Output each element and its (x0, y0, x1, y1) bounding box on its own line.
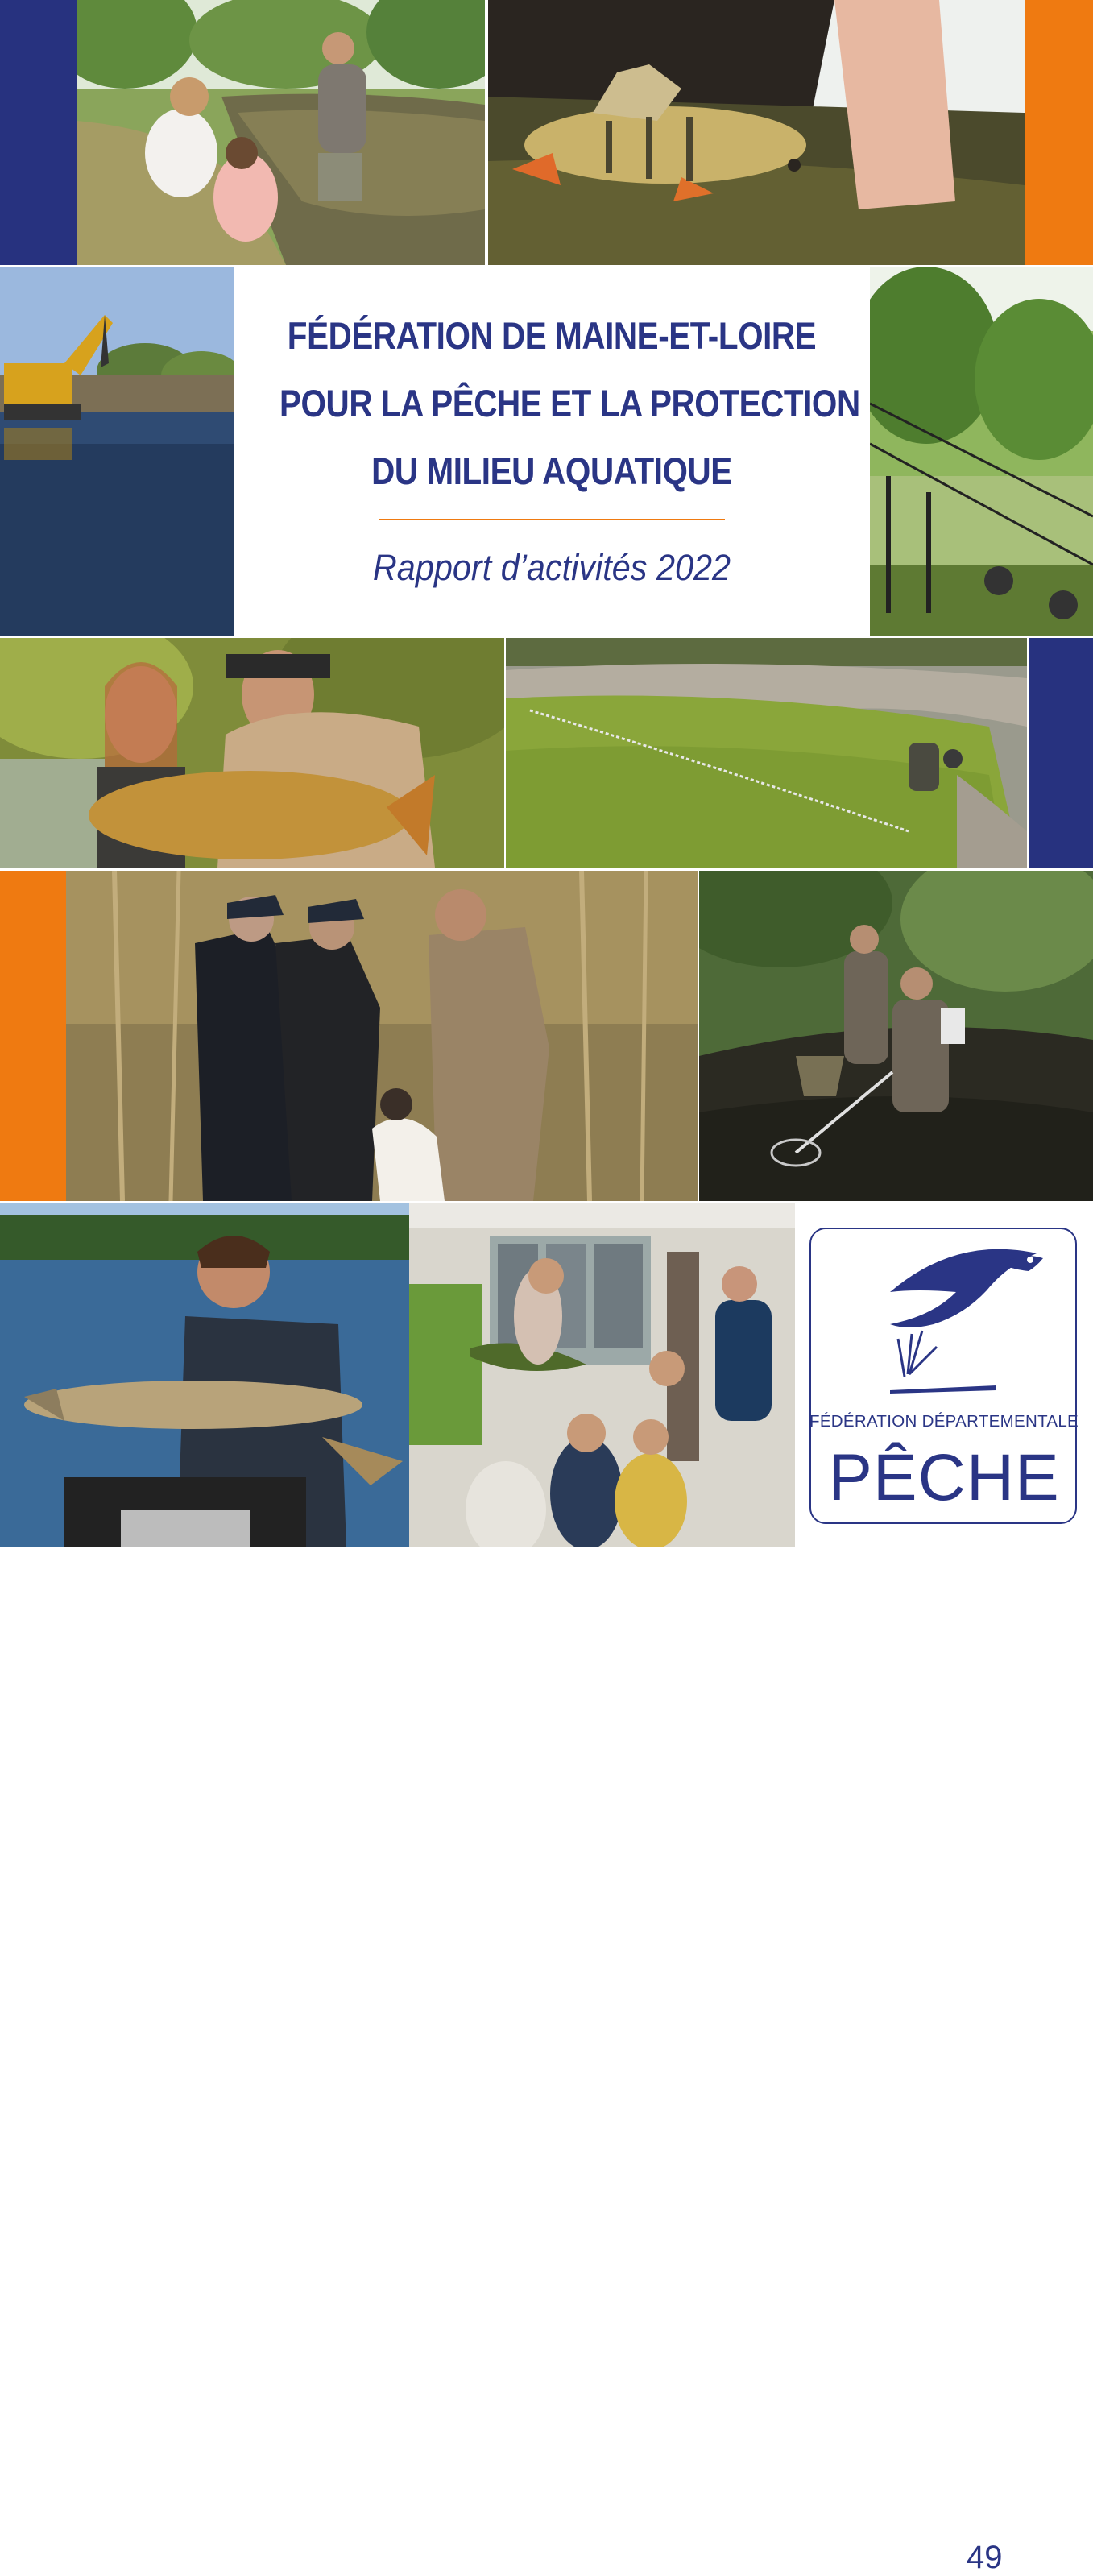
title-divider (379, 519, 725, 520)
accent-block-orange-mid-left (0, 871, 66, 1201)
photo-family-fishing (77, 0, 485, 265)
report-subtitle: Rapport d’activités 2022 (372, 547, 731, 588)
photo-perch-in-water (488, 0, 1025, 265)
photo-couple-carp (0, 638, 504, 868)
title-line-3: DU MILIEU AQUATIQUE (371, 449, 732, 492)
title-line-2: POUR LA PÊCHE ET LA PROTECTION (279, 382, 860, 425)
cover-title (235, 302, 868, 505)
photo-guards-permit-check (66, 871, 698, 1201)
title-panel (235, 267, 868, 636)
logo-organisation-name: FÉDÉRATION DÉPARTEMENTALE (809, 1412, 1079, 1431)
accent-block-blue-mid-right (1029, 638, 1093, 868)
accent-block-orange-top-right (1025, 0, 1093, 265)
photo-excavator-river (0, 267, 234, 636)
photo-carp-rods (870, 267, 1093, 636)
photo-electrofishing (699, 871, 1093, 1201)
photo-teen-pike (0, 1203, 409, 1547)
photo-seine-net-pond (506, 638, 1027, 868)
title-line-1: FÉDÉRATION DE MAINE-ET-LOIRE (287, 314, 817, 357)
logo-department-number: 49 (967, 2540, 1003, 2575)
photo-aquarium-classroom (409, 1203, 795, 1547)
accent-block-blue-top-left (0, 0, 77, 265)
logo-word-peche: PÊCHE (828, 1441, 1060, 1514)
